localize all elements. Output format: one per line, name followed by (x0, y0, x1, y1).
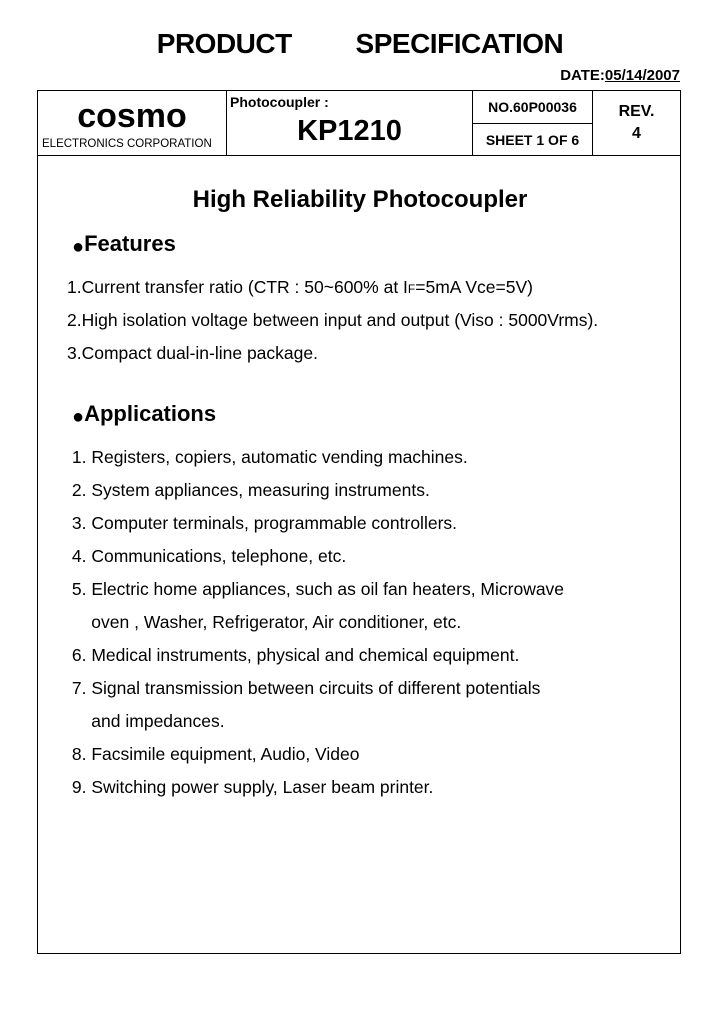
date-line (560, 67, 680, 84)
rev-value: 4 (632, 125, 641, 142)
application-line: 3. Computer terminals, programmable controllers. (67, 513, 458, 533)
application-line: and impedances. (67, 711, 225, 731)
application-line: 7. Signal transmission between circuits of different potentials (67, 678, 541, 698)
bullet-icon: ● (72, 406, 85, 428)
feature-item: 3.Compact dual-in-line package. (67, 343, 318, 363)
header-table (37, 90, 681, 156)
application-line: 8. Facsimile equipment, Audio, Video (67, 744, 360, 764)
feature-item (67, 277, 533, 298)
company-cell (38, 91, 227, 155)
document-title: PRODUCT SPECIFICATION (156, 28, 564, 59)
feature-subscript: F (407, 282, 416, 296)
features-heading-text: Features (84, 231, 176, 256)
doc-number: NO.60P00036 (473, 91, 592, 124)
product-cell (227, 91, 473, 155)
application-line: 1. Registers, copiers, automatic vending machines. (67, 447, 468, 467)
application-line: 4. Communications, telephone, etc. (67, 546, 347, 566)
applications-heading-text: Applications (84, 401, 217, 426)
features-heading (72, 231, 176, 257)
date-value: 05/14/2007 (604, 67, 680, 84)
rev-cell (593, 91, 680, 155)
rev-label: REV. (618, 103, 655, 120)
feature-text: 1.Current transfer ratio (CTR : 50~600% at I (67, 277, 408, 297)
bullet-icon: ● (72, 236, 85, 258)
product-type: Photocoupler : (230, 94, 329, 110)
feature-item: 2.High isolation voltage between input and output (Viso : 5000Vrms). (67, 310, 599, 330)
main-title: High Reliability Photocoupler (192, 186, 528, 213)
date-label: DATE: (560, 67, 605, 84)
application-line: 9. Switching power supply, Laser beam printer. (67, 777, 434, 797)
doc-cell (473, 91, 593, 155)
company-subtitle: ELECTRONICS CORPORATION (42, 138, 212, 150)
application-line: 6. Medical instruments, physical and chemical equipment. (67, 645, 520, 665)
application-line: oven , Washer, Refrigerator, Air conditioner, etc. (67, 612, 462, 632)
feature-text: =5mA Vce=5V) (415, 277, 533, 297)
applications-heading (72, 401, 216, 427)
sheet-number: SHEET 1 OF 6 (485, 132, 580, 148)
application-line: 5. Electric home appliances, such as oil fan heaters, Microwave (67, 579, 565, 599)
application-line: 2. System appliances, measuring instruments. (67, 480, 430, 500)
model-number: KP1210 (297, 115, 402, 147)
company-logo: cosmo (77, 97, 187, 135)
